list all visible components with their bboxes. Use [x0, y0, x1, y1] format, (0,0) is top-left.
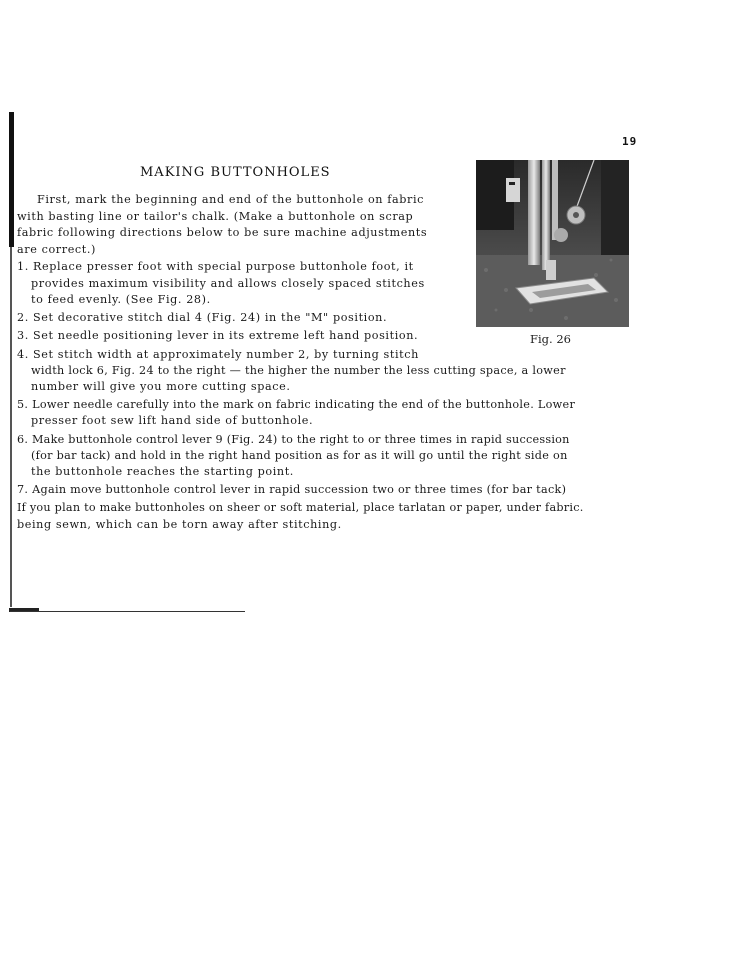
step-4-line: 4. Set stitch width at approximately number 2, by turning stitch [17, 348, 419, 361]
intro-line: with basting line or tailor's chalk. (Make a buttonhole on scrap [17, 210, 414, 223]
step-3-line: 3. Set needle positioning lever in its extreme left hand position. [17, 329, 419, 342]
step-7-line: 7. Again move buttonhole control lever in rapid succession two or three times (for bar tack) [17, 483, 567, 496]
figure-photo-presser-foot [476, 160, 629, 327]
step-1-line: 1. Replace presser foot with special purpose buttonhole foot, it [17, 260, 414, 273]
step-6-line: (for bar tack) and hold in the right hand position as for as it will go until the right side on [31, 449, 568, 462]
intro-line: are correct.) [17, 243, 96, 256]
step-4-line: width lock 6, Fig. 24 to the right — the higher the number the less cutting space, a lower [31, 364, 566, 377]
step-5-line: presser foot sew lift hand side of buttonhole. [31, 414, 314, 427]
step-5-line: 5. Lower needle carefully into the mark on fabric indicating the end of the buttonhole. Lower [17, 398, 576, 411]
intro-line: First, mark the beginning and end of the buttonhole on fabric [37, 193, 425, 206]
page-title: MAKING BUTTONHOLES [140, 165, 331, 180]
step-6-line: 6. Make buttonhole control lever 9 (Fig. 24) to the right to or three times in rapid succession [17, 433, 570, 446]
closing-line: If you plan to make buttonholes on sheer or soft material, place tarlatan or paper, under fabric. [17, 501, 584, 514]
closing-line: being sewn, which can be torn away after stitching. [17, 518, 342, 531]
scan-edge-bar [9, 112, 14, 247]
figure-caption: Fig. 26 [530, 332, 571, 346]
intro-line: fabric following directions below to be sure machine adjustments [17, 226, 428, 239]
step-2-line: 2. Set decorative stitch dial 4 (Fig. 24) in the "M" position. [17, 311, 388, 324]
step-4-line: number will give you more cutting space. [31, 380, 291, 393]
step-1-line: provides maximum visibility and allows closely spaced stitches [31, 277, 425, 290]
step-1-line: to feed evenly. (See Fig. 28). [31, 293, 211, 306]
scan-edge-line [10, 247, 12, 607]
page-number: 19 [622, 135, 638, 148]
presser-foot-photo-illustration [476, 160, 629, 327]
scan-bottom-rule [10, 611, 245, 612]
step-6-line: the buttonhole reaches the starting point. [31, 465, 294, 478]
